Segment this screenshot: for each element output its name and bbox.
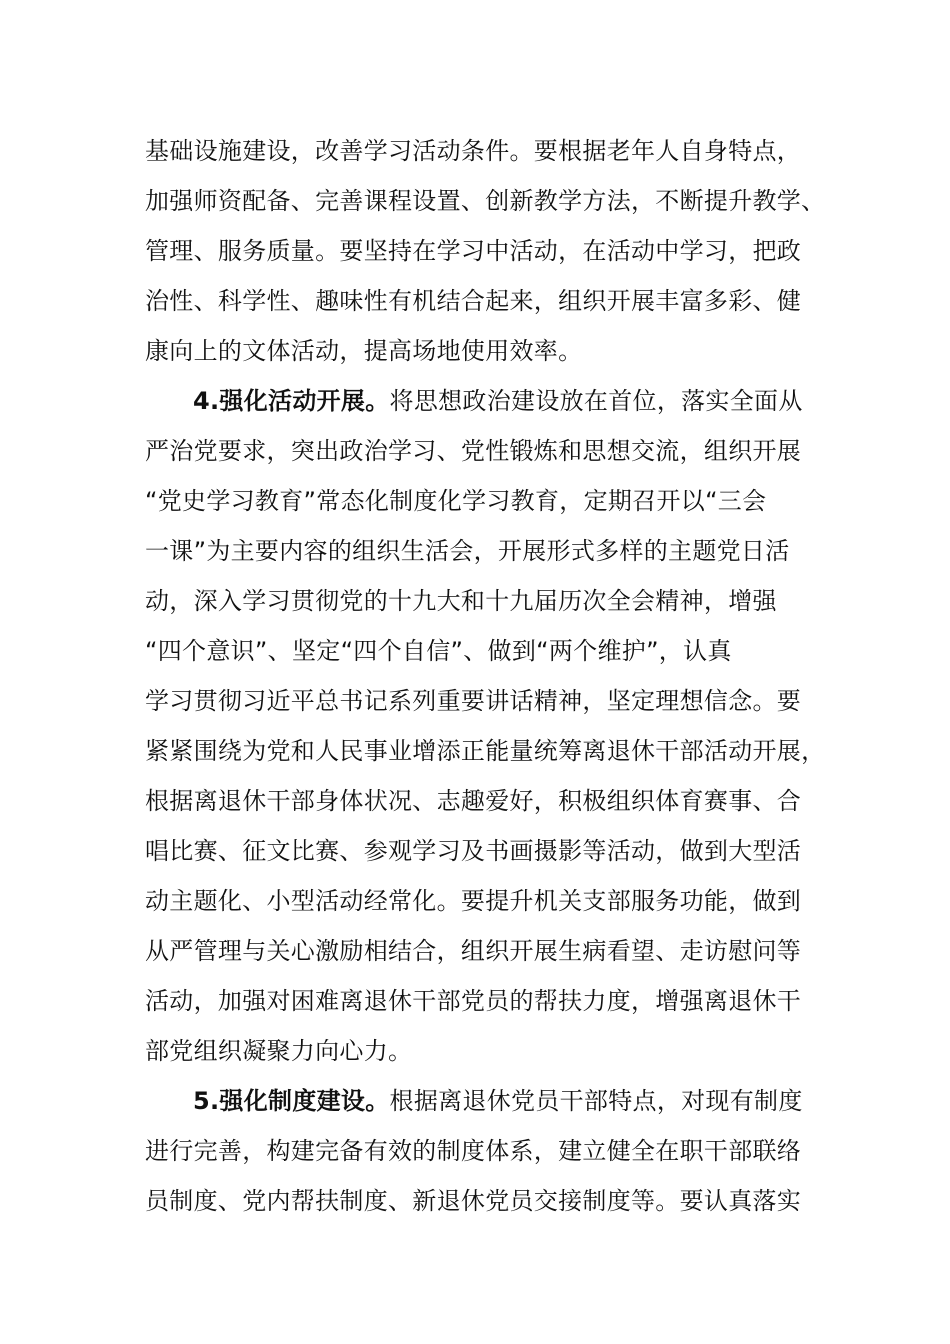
paragraph-line: “党史学习教育”常态化制度化学习教育，定期召开以“三会 bbox=[145, 487, 767, 515]
paragraph-line: 唱比赛、征文比赛、参观学习及书画摄影等活动，做到大型活 bbox=[145, 837, 802, 865]
paragraph-line: 康向上的文体活动，提高场地使用效率。 bbox=[145, 337, 583, 365]
paragraph-line: 一课”为主要内容的组织生活会，开展形式多样的主题党日活 bbox=[145, 537, 790, 565]
paragraph-line: 治性、科学性、趣味性有机结合起来，组织开展丰富多彩、健 bbox=[145, 287, 802, 315]
paragraph-text: 将思想政治建设放在首位，落实全面从 bbox=[389, 387, 803, 415]
paragraph-line: 动主题化、小型活动经常化。要提升机关支部服务功能，做到 bbox=[145, 887, 802, 915]
paragraph-line: 部党组织凝聚力向心力。 bbox=[145, 1037, 413, 1065]
paragraph-line: 加强师资配备、完善课程设置、创新教学方法，不断提升教学、 bbox=[145, 187, 826, 215]
paragraph-line: 从严管理与关心激励相结合，组织开展生病看望、走访慰问等 bbox=[145, 937, 802, 965]
paragraph-line: 紧紧围绕为党和人民事业增添正能量统筹离退休干部活动开展， bbox=[145, 737, 826, 765]
paragraph-line: 基础设施建设，改善学习活动条件。要根据老年人自身特点， bbox=[145, 137, 802, 165]
paragraph-line: 根据离退休干部身体状况、志趣爱好，积极组织体育赛事、合 bbox=[145, 787, 802, 815]
section-heading: 4.强化活动开展。 bbox=[193, 387, 390, 415]
paragraph-line: 管理、服务质量。要坚持在学习中活动，在活动中学习，把政 bbox=[145, 237, 802, 265]
paragraph-first-line bbox=[193, 1086, 853, 1116]
paragraph-line: 学习贯彻习近平总书记系列重要讲话精神，坚定理想信念。要 bbox=[145, 687, 802, 715]
paragraph-line: 进行完善，构建完备有效的制度体系，建立健全在职干部联络 bbox=[145, 1137, 802, 1165]
paragraph-line: 员制度、党内帮扶制度、新退休党员交接制度等。要认真落实 bbox=[145, 1187, 802, 1215]
paragraph-line: 动，深入学习贯彻党的十九大和十九届历次全会精神，增强 bbox=[145, 587, 777, 615]
paragraph-text: 根据离退休党员干部特点，对现有制度 bbox=[389, 1087, 803, 1115]
section-heading: 5.强化制度建设。 bbox=[193, 1087, 390, 1115]
paragraph-line: 活动，加强对困难离退休干部党员的帮扶力度，增强离退休干 bbox=[145, 987, 802, 1015]
paragraph-line: 严治党要求，突出政治学习、党性锻炼和思想交流，组织开展 bbox=[145, 437, 802, 465]
paragraph-line: “四个意识”、坚定“四个自信”、做到“两个维护”，认真 bbox=[145, 637, 732, 665]
paragraph-first-line bbox=[193, 386, 853, 416]
